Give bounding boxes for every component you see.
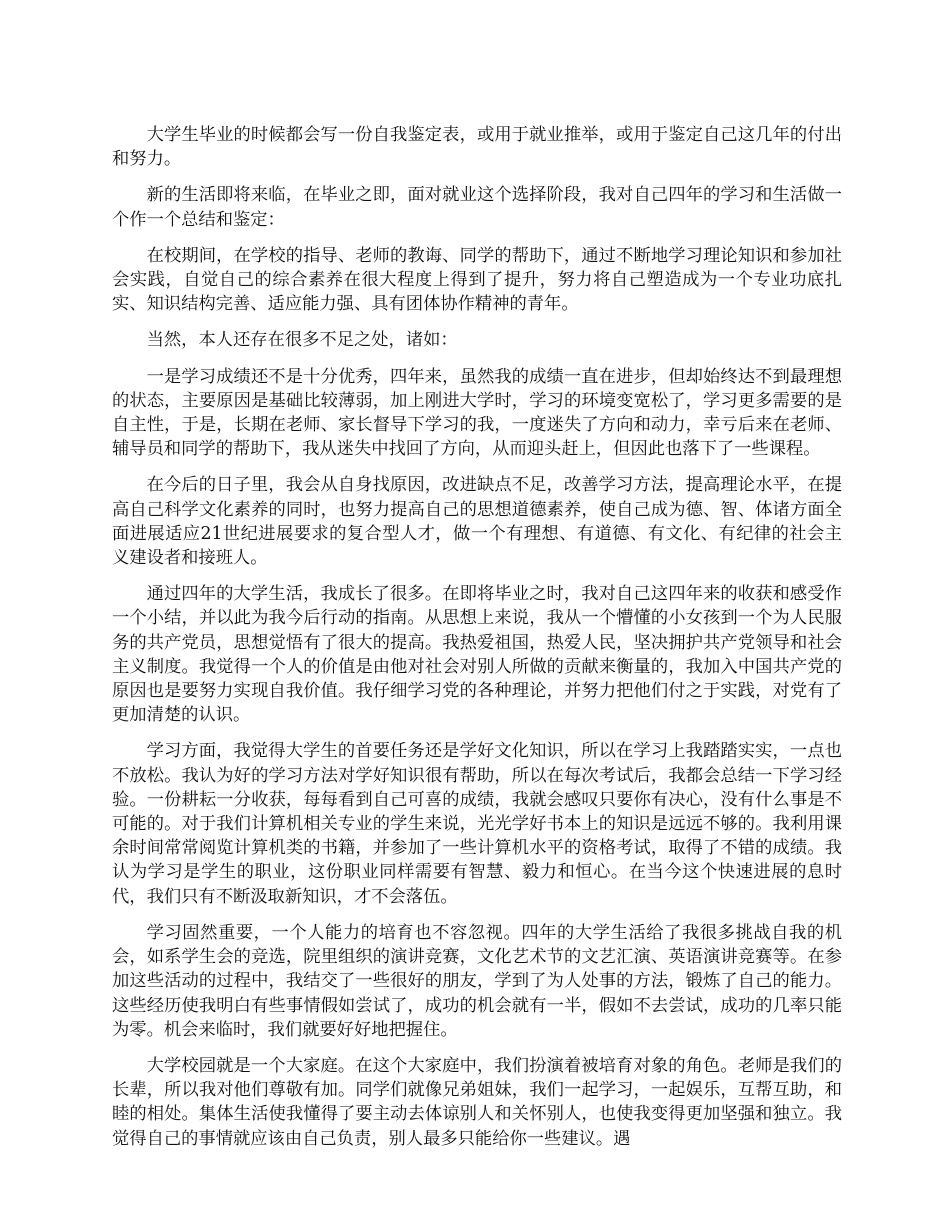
paragraph-5: 一是学习成绩还不是十分优秀，四年来，虽然我的成绩一直在进步，但却始终达不到最理想的状态，主要原因是基础比较薄弱，加上刚进大学时，学习的环境变宽松了，学习更多需要的是自主性，于是，长期在老师、家长督导下学习的我，一度迷失了方向和动力，幸亏后来在老师、辅导员和同学的帮助下，我从迷失中找回了方向，从而迎头赶上，但因此也落下了一些课程。	[112, 366, 842, 460]
paragraph-1: 大学生毕业的时候都会写一份自我鉴定表，或用于就业推举，或用于鉴定自己这几年的付出和努力。	[112, 125, 842, 170]
paragraph-6: 在今后的日子里，我会从自身找原因，改进缺点不足，改善学习方法，提高理论水平，在提高自己科学文化素养的同时，也努力提高自己的思想道德素养，使自己成为德、智、体诸方面全面进展适应21世纪进展要求的复合型人才，做一个有理想、有道德、有文化、有纪律的社会主义建设者和接班人。	[112, 475, 842, 569]
paragraph-2: 新的生活即将来临，在毕业之即，面对就业这个选择阶段，我对自己四年的学习和生活做一个作一个总结和鉴定：	[112, 185, 842, 230]
paragraph-4: 当然，本人还存在很多不足之处，诸如：	[146, 330, 458, 351]
paragraph-10: 大学校园就是一个大家庭。在这个大家庭中，我们扮演着被培育对象的角色。老师是我们的长辈，所以我对他们尊敬有加。同学们就像兄弟姐妹，我们一起学习，一起娱乐，互帮互助，和睦的相处。集体生活使我懂得了要主动去体谅别人和关怀别人，也使我变得更加坚强和独立。我觉得自己的事情就应该由自己负责，别人最多只能给你一些建议。遇	[112, 1055, 842, 1149]
paragraph-3: 在校期间，在学校的指导、老师的教诲、同学的帮助下，通过不断地学习理论知识和参加社会实践，自觉自己的综合素养在很大程度上得到了提升，努力将自己塑造成为一个专业功底扎实、知识结构完善、适应能力强、具有团体协作精神的青年。	[112, 245, 842, 315]
paragraph-8: 学习方面，我觉得大学生的首要任务还是学好文化知识，所以在学习上我踏踏实实，一点也不放松。我认为好的学习方法对学好知识很有帮助，所以在每次考试后，我都会总结一下学习经验。一份耕耘一分收获，每每看到自己可喜的成绩，我就会感叹只要你有决心，没有什么事是不可能的。对于我们计算机相关专业的学生来说，光光学好书本上的知识是远远不够的。我利用课余时间常常阅览计算机类的书籍，并参加了一些计算机水平的资格考试，取得了不错的成绩。我认为学习是学生的职业，这份职业同样需要有智慧、毅力和恒心。在当今这个快速进展的息时代，我们只有不断汲取新知识，才不会落伍。	[112, 741, 842, 907]
paragraph-7: 通过四年的大学生活，我成长了很多。在即将毕业之时，我对自己这四年来的收获和感受作一个小结，并以此为我今后行动的指南。从思想上来说，我从一个懵懂的小女孩到一个为人民服务的共产党员，思想觉悟有了很大的提高。我热爱祖国，热爱人民，坚决拥护共产党领导和社会主义制度。我觉得一个人的价值是由他对社会对别人所做的贡献来衡量的，我加入中国共产党的原因也是要努力实现自我价值。我仔细学习党的各种理论，并努力把他们付之于实践，对党有了更加清楚的认识。	[112, 584, 842, 726]
paragraph-9: 学习固然重要，一个人能力的培育也不容忽视。四年的大学生活给了我很多挑战自我的机会，如系学生会的竞选，院里组织的演讲竞赛，文化艺术节的文艺汇演、英语演讲竞赛等。在参加这些活动的过程中，我结交了一些很好的朋友，学到了为人处事的方法，锻炼了自己的能力。这些经历使我明白有些事情假如尝试了，成功的机会就有一半，假如不去尝试，成功的几率只能为零。机会来临时，我们就要好好地把握住。	[112, 922, 842, 1040]
document-body	[112, 123, 842, 1163]
